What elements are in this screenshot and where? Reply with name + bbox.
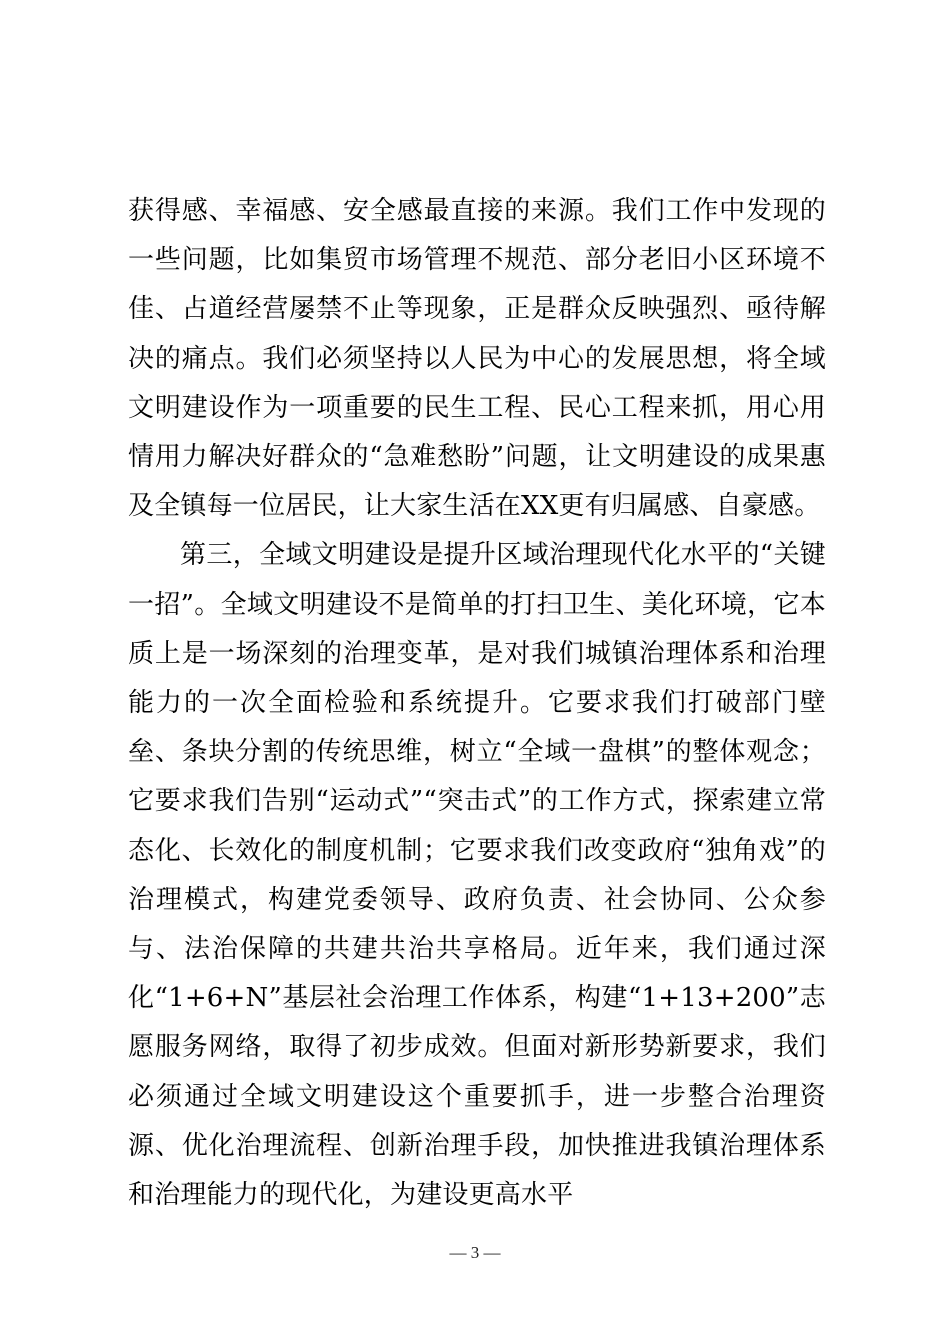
- paragraph-continuation: 获得感、幸福感、安全感最直接的来源。我们工作中发现的一些问题，比如集贸市场管理不规范、部分老旧小区环境不佳、占道经营屡禁不止等现象，正是群众反映强烈、亟待解决的痛点。我们必须坚持以人民为中心的发展思想，将全域文明建设作为一项重要的民生工程、民心工程来抓，用心用情用力解决好群众的“急难愁盼”问题，让文明建设的成果惠及全镇每一位居民，让大家生活在XX更有归属感、自豪感。: [128, 196, 826, 522]
- document-body: [128, 187, 826, 1220]
- paragraph-third-point: 第三，全域文明建设是提升区域治理现代化水平的“关键一招”。全域文明建设不是简单的打扫卫生、美化环境，它本质上是一场深刻的治理变革，是对我们城镇治理体系和治理能力的一次全面检验和系统提升。它要求我们打破部门壁垒、条块分割的传统思维，树立“全域一盘棋”的整体观念；它要求我们告别“运动式”“突击式”的工作方式，探索建立常态化、长效化的制度机制；它要求我们改变政府“独角戏”的治理模式，构建党委领导、政府负责、社会协同、公众参与、法治保障的共建共治共享格局。近年来，我们通过深化“1+6+N”基层社会治理工作体系，构建“1+13+200”志愿服务网络，取得了初步成效。但面对新形势新要求，我们必须通过全域文明建设这个重要抓手，进一步整合治理资源、优化治理流程、创新治理手段，加快推进我镇治理体系和治理能力的现代化，为建设更高水平: [128, 540, 826, 1211]
- page-number: — 3 —: [449, 1243, 501, 1262]
